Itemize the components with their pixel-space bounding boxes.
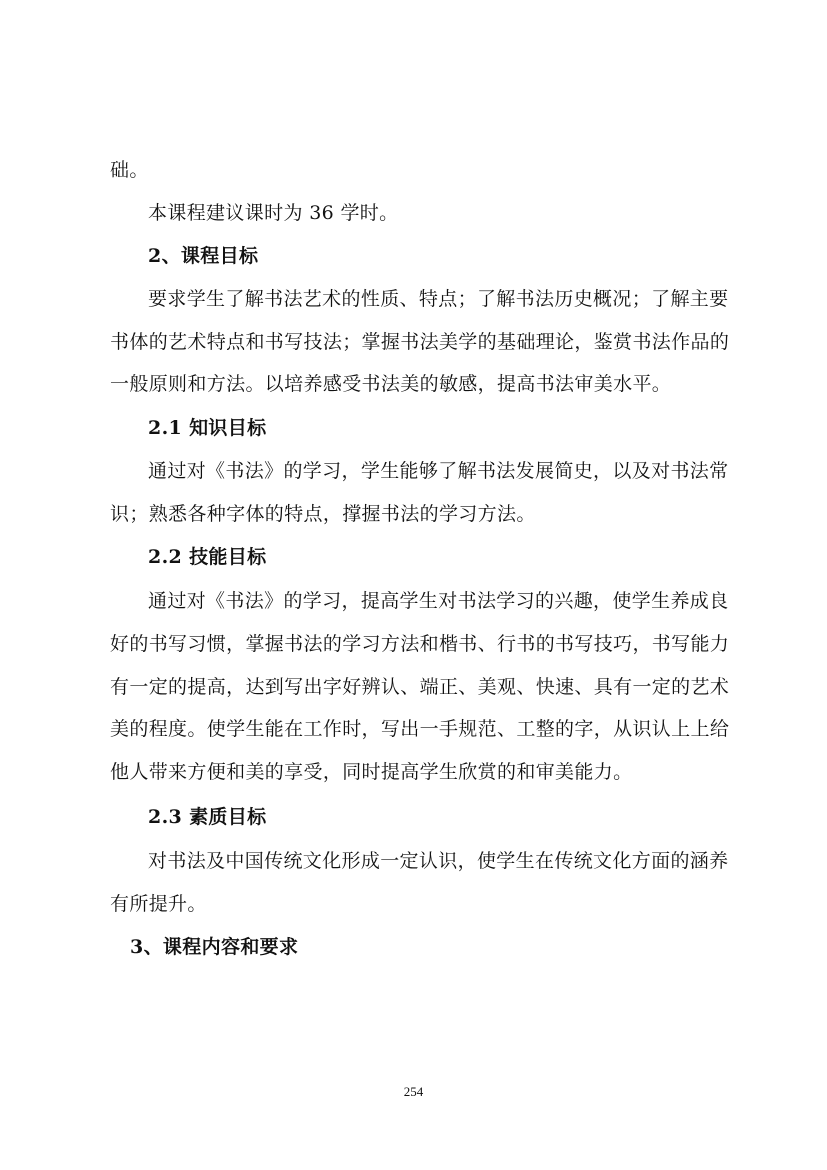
page-number: 254 [403, 1084, 424, 1099]
skill-paragraph-line: 好的书写习惯，掌握书法的学习方法和楷书、行书的书写技巧，书写能力 [110, 633, 730, 655]
skill-paragraph-line: 通过对《书法》的学习，提高学生对书法学习的兴趣，使学生养成良 [148, 590, 729, 612]
skill-paragraph-line: 他人带来方便和美的享受，同时提高学生欣赏的和审美能力。 [110, 761, 633, 783]
objectives-paragraph-line: 书体的艺术特点和书写技法；掌握书法美学的基础理论，鉴赏书法作品的 [110, 331, 730, 353]
quality-paragraph-line: 有所提升。 [110, 893, 207, 915]
subheading-quality-objectives: 2.3 素质目标 [148, 806, 267, 828]
subheading-knowledge-objectives: 2.1 知识目标 [148, 417, 267, 439]
knowledge-paragraph-line: 通过对《书法》的学习，学生能够了解书法发展简史，以及对书法常 [148, 460, 729, 482]
skill-paragraph-line: 美的程度。使学生能在工作时，写出一手规范、工整的字，从识认上上给 [110, 718, 730, 740]
paragraph-continuation: 础。 [110, 159, 149, 181]
section-heading-course-content: 3、课程内容和要求 [130, 936, 299, 958]
section-heading-course-objectives: 2、课程目标 [148, 245, 259, 267]
objectives-paragraph-line: 一般原则和方法。以培养感受书法美的敏感，提高书法审美水平。 [110, 373, 672, 395]
objectives-paragraph-line: 要求学生了解书法艺术的性质、特点；了解书法历史概况；了解主要 [148, 288, 729, 310]
skill-paragraph-line: 有一定的提高，达到写出字好辨认、端正、美观、快速、具有一定的艺术 [110, 676, 730, 698]
quality-paragraph-line: 对书法及中国传统文化形成一定认识，使学生在传统文化方面的涵养 [148, 850, 729, 872]
course-hours-text: 本课程建议课时为 36 学时。 [148, 202, 399, 224]
knowledge-paragraph-line: 识；熟悉各种字体的特点，撑握书法的学习方法。 [110, 503, 536, 525]
subheading-skill-objectives: 2.2 技能目标 [148, 546, 267, 568]
